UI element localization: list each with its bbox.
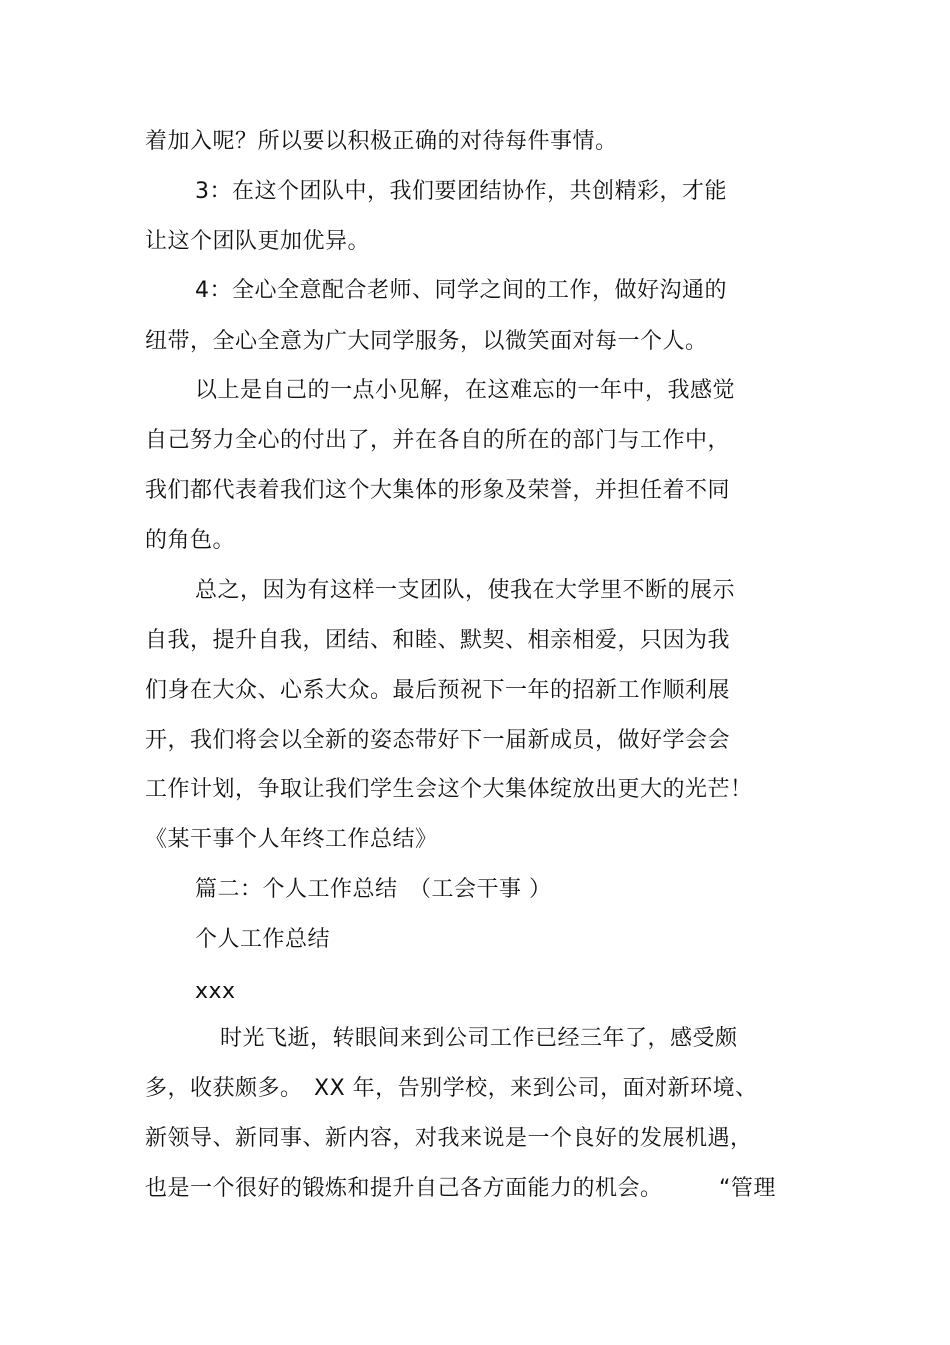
author-name: xxx — [195, 979, 236, 1004]
text-line: 多，收获颇多。 XX 年，告别学校，来到公司，面对新环境、 — [145, 1076, 758, 1101]
text-line: 我们都代表着我们这个大集体的形象及荣誉，并担任着不同 — [145, 478, 731, 503]
text-line: 4：全心全意配合老师、同学之间的工作，做好沟通的 — [195, 278, 727, 303]
text-line: 新领导、新同事、新内容，对我来说是一个良好的发展机遇， — [145, 1126, 753, 1151]
section-heading: 篇二：个人工作总结 （工会干事 ） — [195, 877, 552, 902]
text-line: 时光飞逝，转眼间来到公司工作已经三年了，感受颇 — [220, 1026, 738, 1051]
text-line: 工作计划，争取让我们学生会这个大集体绽放出更大的光芒！ — [145, 777, 753, 802]
text-line: 以上是自己的一点小见解，在这难忘的一年中，我感觉 — [195, 378, 736, 403]
text-line: 也是一个很好的锻炼和提升自己各方面能力的机会。 “管理 — [145, 1176, 776, 1201]
text-line: 纽带，全心全意为广大同学服务，以微笑面对每一个人。 — [145, 329, 708, 354]
text-line: 总之，因为有这样一支团队，使我在大学里不断的展示 — [195, 578, 736, 603]
text-line: 3：在这个团队中，我们要团结协作，共创精彩，才能 — [195, 179, 727, 204]
text-line: 着加入呢？所以要以积极正确的对待每件事情。 — [145, 129, 618, 154]
text-line: 自己努力全心的付出了，并在各自的所在的部门与工作中， — [145, 428, 731, 453]
text-line: 自我，提升自我，团结、和睦、默契、相亲相爱，只因为我 — [145, 628, 731, 653]
text-line: 的角色。 — [145, 528, 236, 553]
text-line: 开，我们将会以全新的姿态带好下一届新成员，做好学会会 — [145, 728, 731, 753]
text-line: 们身在大众、心系大众。最后预祝下一年的招新工作顺利展 — [145, 678, 731, 703]
section-subtitle: 个人工作总结 — [195, 927, 331, 952]
document-title: 《某干事个人年终工作总结》 — [145, 827, 438, 852]
text-line: 让这个团队更加优异。 — [145, 229, 371, 254]
